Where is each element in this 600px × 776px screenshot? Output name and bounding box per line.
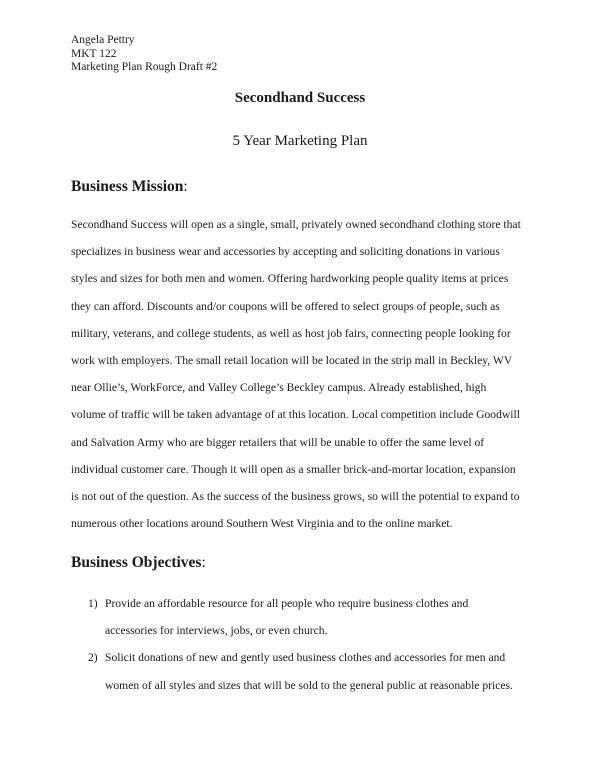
mission-line: work with employers. The small retail location will be located in the strip mall in Beckley, WV <box>71 353 513 367</box>
objective-item-1 <box>71 597 531 651</box>
objective-text: accessories for interviews, jobs, or even church. <box>105 624 328 638</box>
mission-line: near Ollie’s, WorkForce, and Valley College’s Beckley campus. Already established, high <box>71 381 487 395</box>
document-title: Secondhand Success <box>234 90 366 106</box>
assignment-title: Marketing Plan Rough Draft #2 <box>71 61 218 73</box>
header-block <box>71 34 217 75</box>
author-name: Angela Pettry <box>71 34 135 46</box>
mission-heading <box>71 178 188 196</box>
objectives-list <box>71 597 531 706</box>
mission-line: Secondhand Success will open as a single, small, privately owned secondhand clothing store that <box>71 218 521 231</box>
objective-line <box>71 597 531 624</box>
mission-line: numerous other locations around Southern West Virginia and to the online market. <box>71 517 453 531</box>
objective-number: 1) <box>88 597 98 610</box>
mission-line: military, veterans, and college students, as well as host job fairs, connecting people looking for <box>71 326 511 340</box>
objectives-heading-text: Business Objectives <box>71 554 202 571</box>
mission-line: individual customer care. Though it will open as a smaller brick-and-mortar location, expansion <box>71 462 516 476</box>
mission-line: is not out of the question. As the success of the business grows, so will the potential to expand to <box>71 489 520 503</box>
document-subtitle: 5 Year Marketing Plan <box>232 133 368 149</box>
mission-paragraph <box>71 218 531 544</box>
objective-text: Provide an affordable resource for all people who require business clothes and <box>105 597 469 610</box>
mission-heading-colon: : <box>183 178 188 195</box>
objectives-heading <box>71 554 206 572</box>
mission-line: and Salvation Army who are bigger retailers that will be unable to offer the same level of <box>71 435 485 449</box>
objectives-heading-colon: : <box>201 554 206 571</box>
mission-line: specializes in business wear and accessories by accepting and soliciting donations in various <box>71 245 500 259</box>
objective-line <box>71 651 531 678</box>
objective-line <box>71 679 531 706</box>
objective-line <box>71 624 531 651</box>
course-code: MKT 122 <box>71 47 117 60</box>
objective-item-2 <box>71 651 531 705</box>
mission-line: they can afford. Discounts and/or coupons will be offered to select groups of people, such as <box>71 299 500 313</box>
mission-heading-text: Business Mission <box>71 178 184 195</box>
objective-text: Solicit donations of new and gently used business clothes and accessories for men and <box>105 651 506 665</box>
objective-text: women of all styles and sizes that will be sold to the general public at reasonable prices. <box>105 678 513 692</box>
mission-line: volume of traffic will be taken advantage of at this location. Local competition include Goodwill <box>71 408 520 422</box>
mission-line: styles and sizes for both men and women. Offering hardworking people quality items at prices <box>71 272 509 286</box>
objective-number: 2) <box>88 651 98 665</box>
